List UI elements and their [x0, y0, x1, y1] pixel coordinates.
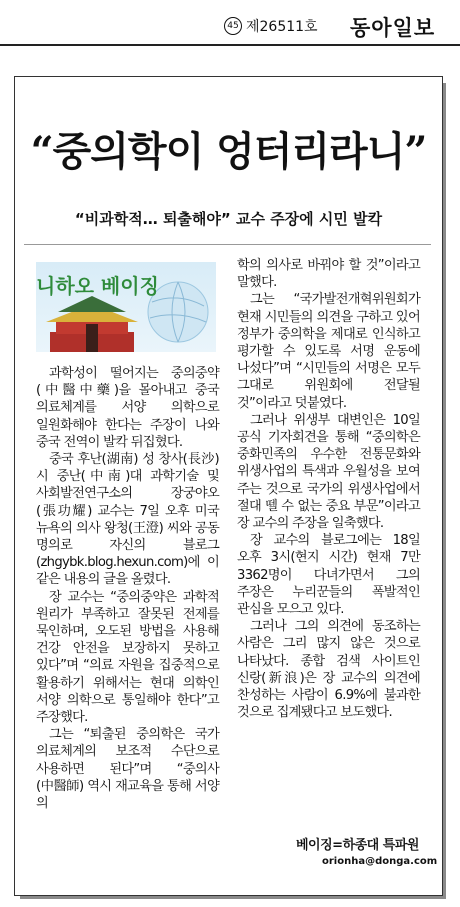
article-column-right — [237, 257, 420, 721]
paragraph: 그는 “퇴출된 중의학은 국가 의료체계의 보조적 수단으로 사용하면 된다”며 “중의사(中醫師) 역시 재교육을 통해 서양 의 — [36, 727, 219, 812]
article-column-left — [36, 365, 219, 812]
column-logo-title: 니하오 베이징 — [36, 274, 159, 298]
section-number: 45 — [224, 17, 242, 35]
paragraph: 그는 “국가발전개혁위원회가 현재 시민들의 의견을 구하고 있어 정부가 중의학을 제대로 인식하고 평가할 수 있도록 서명 운동에 나섰다”며 “시민들의 서명은 모두 그대로 위원회에 전달될 것”이라고 덧붙였다. — [237, 292, 420, 411]
paragraph: 그러나 위생부 대변인은 10일 공식 기자회견을 통해 “중의학은 중화민족의 우수한 전통문화와 위생사업의 특색과 우월성을 보여 주는 것으로 국가의 위생사업에서 절대 뗄 수 없는 중요 부문”이라고 장 교수의 주장을 일축했다. — [237, 412, 420, 532]
paragraph: 학의 의사로 바꿔야 할 것”이라고 말했다. — [237, 258, 420, 291]
byline: 베이징=하종대 특파원 — [296, 838, 419, 853]
headline: “중의학이 엉터리라니” — [30, 128, 427, 175]
issue-number: 제26511호 — [246, 19, 318, 35]
divider — [24, 244, 431, 245]
paragraph: 과학성이 떨어지는 중의중약(中醫中藥)을 몰아내고 중국 의료체계를 서양 의학으로 일원화해야 한다는 주장이 나와 중국 전역이 발칵 뒤집혔다. — [36, 366, 219, 450]
reporter-email[interactable]: orionha@donga.com — [322, 856, 438, 867]
issue-info — [224, 16, 318, 36]
newspaper-name: 동아일보 — [350, 16, 436, 40]
masthead — [0, 0, 460, 46]
paragraph: 장 교수의 블로그에는 18일 오후 3시(현지 시간) 현재 7만 3362명이 다녀가면서 그의 주장은 누리꾼들의 폭발적인 관심을 모으고 있다. — [237, 533, 420, 618]
paragraph: 그러나 그의 의견에 동조하는 사람은 그리 많지 않은 것으로 나타났다. 종합 검색 사이트인 신랑(新浪)은 장 교수의 의견에 찬성하는 사람이 6.9%에 불과한 것으로 집계됐다고 보도했다. — [237, 619, 420, 721]
subhead: “비과학적… 퇴출해야” 교수 주장에 시민 발칵 — [74, 210, 383, 228]
paragraph: 중국 후난(湖南) 성 창사(長沙) 시 중난(中南)대 과학기술 및 사회발전연구소의 장궁야오(張功耀) 교수는 7일 오후 미국 뉴욕의 의사 왕청(王澄) 씨와 공동 명의로 자신의 블로그(zhgybk.blog.hexun.com)에 이 같은 내용의 글을 올렸다. — [36, 452, 219, 588]
paragraph: 장 교수는 “중의중약은 과학적 원리가 부족하고 잘못된 전제를 묵인하며, 오도된 방법을 사용해 건강 안전을 보장하지 못하고 있다”며 “의료 자원을 집중적으로 활용하기 위해서는 현대 의학인 서양 의학으로 통일해야 한다”고 주장했다. — [36, 589, 219, 726]
